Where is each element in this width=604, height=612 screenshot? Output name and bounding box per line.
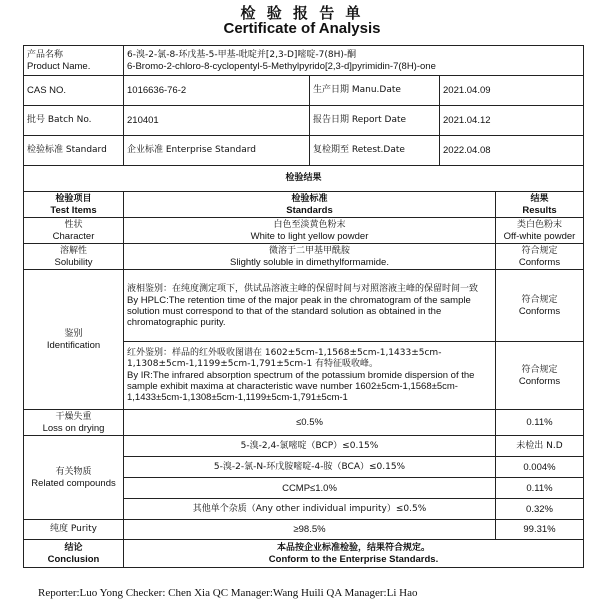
solubility-result-cn: 符合规定 [521,245,558,256]
solubility-standard-cn: 微溶于二甲基甲酰胺 [268,245,350,256]
product-label-cell [24,46,124,76]
document-title-en: Certificate of Analysis [223,20,381,37]
identification-hplc-cn: 液相鉴别：在纯度测定项下，供试品溶液主峰的保留时间与对照溶液主峰的保留时间一致 [127,283,479,294]
standard-row [24,136,584,166]
column-header-results-en: Results [522,204,557,216]
product-label-cn: 产品名称 [27,49,64,60]
conclusion-row [24,540,584,568]
solubility-result-en: Conforms [518,256,561,268]
character-row [24,218,584,244]
batch-row [24,106,584,136]
retest-date-value: 2022.04.08 [440,136,584,166]
document-title-cn: 检 验 报 告 单 [240,4,364,22]
solubility-standard-en: Slightly soluble in dimethylformamide. [230,256,389,268]
drying-result: 0.11% [496,410,584,436]
report-date-value: 2021.04.12 [440,106,584,136]
identification-ir-en: By IR:The infrared absorption spectrum of the potassium bromide dispersion of the sample exhibit maxima at characteristic wave number 1602±5cm-1,1568±5cm-1,1433±5cm-1,1308±5cm-1,1199±5cm-1,791±5cm-1 [127,370,475,403]
cas-row [24,76,584,106]
conclusion-text [124,540,584,568]
identification-hplc-result [496,270,584,342]
conclusion-text-cn: 本品按企业标准检验，结果符合规定。 [276,542,430,553]
related-standard-3: CCMP≤1.0% [124,478,496,499]
identification-ir-cn: 红外鉴别：样品的红外吸收图谱在 1602±5cm-1,1568±5cm-1,1433±5cm-1,1308±5cm-1,1199±5cm-1,791±5cm-1 有特征吸收峰。 [127,348,442,369]
column-header-results [496,192,584,218]
results-heading: 检验结果 [24,166,584,192]
manu-date-label: 生产日期 Manu.Date [310,76,440,106]
conclusion-text-en: Conform to the Enterprise Standards. [268,553,439,565]
drying-standard: ≤0.5% [124,410,496,436]
column-header-standards [124,192,496,218]
related-result-3: 0.11% [496,478,584,499]
column-header-results-cn: 结果 [530,193,549,204]
identification-item-cn: 鉴别 [64,328,83,339]
standard-label: 检验标准 Standard [24,136,124,166]
drying-item-en: Loss on drying [42,422,105,434]
cas-label: CAS NO. [24,76,124,106]
results-heading-row [24,166,584,192]
solubility-item [24,244,124,270]
column-header-standards-en: Standards [286,204,333,216]
drying-item [24,410,124,436]
character-standard-en: White to light yellow powder [250,230,369,242]
solubility-standard [124,244,496,270]
related-result-1: 未检出 N.D [496,436,584,457]
related-item [24,436,124,520]
identification-hplc-standard [124,270,496,342]
character-standard [124,218,496,244]
column-header-standards-cn: 检验标准 [291,193,328,204]
report-date-label: 报告日期 Report Date [310,106,440,136]
column-header-items-en: Test Items [50,204,97,216]
drying-row [24,410,584,436]
product-name-en: 6-Bromo-2-chloro-8-cyclopentyl-5-Methylpyrido[2,3-d]pyrimidin-7(8H)-one [127,60,436,72]
related-row-1 [24,436,584,457]
solubility-result [496,244,584,270]
purity-item: 纯度 Purity [24,520,124,540]
conclusion-item-en: Conclusion [47,553,100,565]
character-result-cn: 类白色粉末 [516,219,562,230]
related-result-2: 0.004% [496,457,584,478]
solubility-item-cn: 溶解性 [59,245,87,256]
coa-table [23,45,584,568]
related-result-4: 0.32% [496,499,584,520]
conclusion-item [24,540,124,568]
column-header-items-cn: 检验项目 [55,193,92,204]
related-item-en: Related compounds [31,477,116,489]
character-standard-cn: 白色至淡黄色粉末 [273,219,346,230]
related-standard-4: 其他单个杂质（Any other individual impurity）≤0.5% [124,499,496,520]
identification-hplc-row [24,270,584,342]
drying-item-cn: 干燥失重 [55,411,92,422]
column-header-row [24,192,584,218]
signatures-footer: Reporter:Luo Yong Checker: Chen Xia QC Manager:Wang Huili QA Manager:Li Hao [38,587,418,599]
character-item-en: Character [52,230,95,242]
manu-date-value: 2021.04.09 [440,76,584,106]
column-header-items [24,192,124,218]
conclusion-item-cn: 结论 [64,542,83,553]
purity-result: 99.31% [496,520,584,540]
product-name-cell [124,46,584,76]
identification-hplc-result-en: Conforms [518,305,561,317]
cas-value: 1016636-76-2 [124,76,310,106]
character-item-cn: 性状 [64,219,83,230]
identification-hplc-en: By HPLC:The retention time of the major peak in the chromatogram of the sample solution must correspond to that of the standard solution as obtained in the chromatographic purity. [127,294,471,328]
product-row [24,46,584,76]
standard-value: 企业标准 Enterprise Standard [124,136,310,166]
identification-ir-standard [124,342,496,410]
identification-ir-result [496,342,584,410]
purity-standard: ≥98.5% [124,520,496,540]
identification-item [24,270,124,410]
product-label-en: Product Name. [27,60,91,72]
batch-value: 210401 [124,106,310,136]
purity-row [24,520,584,540]
batch-label: 批号 Batch No. [24,106,124,136]
identification-item-en: Identification [46,339,101,351]
identification-hplc-result-cn: 符合规定 [521,294,558,305]
solubility-item-en: Solubility [54,256,93,268]
identification-ir-result-cn: 符合规定 [521,364,558,375]
identification-ir-result-en: Conforms [518,375,561,387]
character-result [496,218,584,244]
related-standard-2: 5-溴-2-氯-N-环戊胺嘧啶-4-胺（BCA）≤0.15% [124,457,496,478]
solubility-row [24,244,584,270]
character-item [24,218,124,244]
related-standard-1: 5-溴-2,4-氯嘧啶（BCP）≤0.15% [124,436,496,457]
product-name-cn: 6-溴-2-氯-8-环戊基-5-甲基-吡啶并[2,3-D]嘧啶-7(8H)-酮 [127,49,357,60]
retest-date-label: 复检期至 Retest.Date [310,136,440,166]
related-item-cn: 有关物质 [55,466,92,477]
character-result-en: Off-white powder [503,230,576,242]
